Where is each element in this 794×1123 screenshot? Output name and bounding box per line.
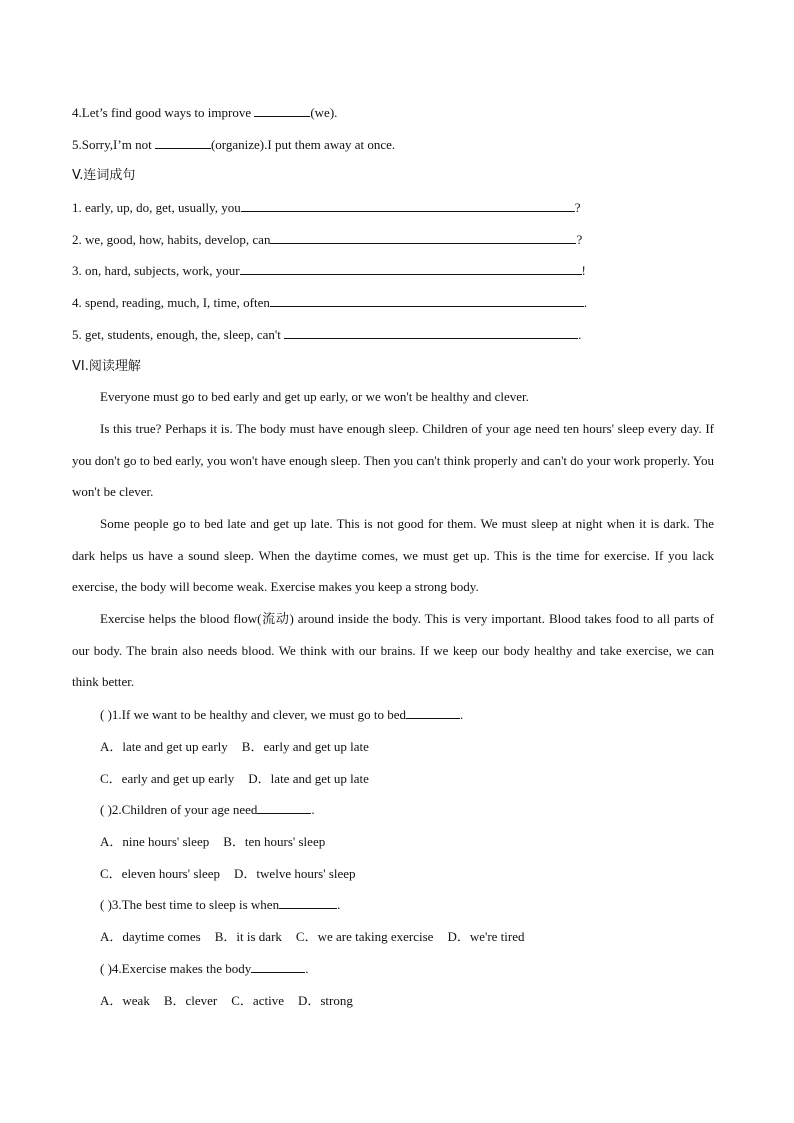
question-1 (100, 706, 463, 724)
word-list: 3. on, hard, subjects, work, your (72, 263, 240, 278)
word-list: 1. early, up, do, get, usually, you (72, 200, 241, 215)
answer-blank[interactable] (284, 326, 578, 339)
sentence-item-3 (72, 262, 586, 280)
sentence-item-1 (72, 199, 581, 217)
option-c[interactable]: C．early and get up early (100, 771, 235, 786)
fill-blank-prompt: 4.Let’s find good ways to improve (72, 105, 255, 120)
question-stem: ( )4.Exercise makes the body (100, 961, 252, 976)
sentence-item-4 (72, 294, 587, 312)
reading-paragraph: Some people go to bed late and get up late. This is not good for them. We must sleep at night when it is dark. The dark helps us have a sound sleep. When the daytime comes, we must get up. This is the time for exercise. If you lack exercise, the body will become weak. Exercise makes you keep a strong body. (72, 516, 714, 595)
end-punctuation: ! (581, 263, 586, 278)
option-b[interactable]: B．clever (163, 993, 218, 1008)
question-2 (100, 801, 315, 819)
section-6-title: VI.阅读理解 (72, 359, 141, 374)
answer-blank[interactable] (155, 136, 211, 149)
option-b[interactable]: B．early and get up late (241, 739, 369, 754)
end-punctuation: ? (574, 200, 581, 215)
word-list: 5. get, students, enough, the, sleep, can't (72, 327, 285, 342)
fill-blank-item-4 (72, 104, 337, 122)
word-list: 2. we, good, how, habits, develop, can (72, 232, 271, 247)
answer-blank[interactable] (406, 706, 460, 719)
answer-blank[interactable] (254, 104, 310, 117)
answer-blank[interactable] (279, 896, 337, 909)
option-d[interactable]: D．late and get up late (248, 771, 369, 786)
reading-paragraph: Everyone must go to bed early and get up early, or we won't be healthy and clever. (100, 389, 529, 404)
option-a[interactable]: A．weak (100, 993, 150, 1008)
fill-blank-item-5 (72, 136, 395, 154)
end-punctuation: . (459, 707, 464, 722)
option-c[interactable]: C．active (231, 993, 284, 1008)
end-punctuation: . (337, 897, 341, 912)
end-punctuation: . (305, 961, 309, 976)
fill-blank-hint: (we). (310, 105, 338, 120)
section-5-title: V.连词成句 (72, 168, 136, 183)
end-punctuation: . (583, 295, 588, 310)
sentence-item-5 (72, 326, 581, 344)
sentence-item-2 (72, 231, 582, 249)
question-1-options-row-1 (100, 738, 383, 756)
question-2-options-row-1 (100, 833, 339, 851)
question-4 (100, 960, 309, 978)
answer-blank[interactable] (251, 960, 305, 973)
fill-blank-hint: (organize).I put them away at once. (210, 137, 396, 152)
fill-blank-prompt: 5.Sorry,I’m not (72, 137, 155, 152)
option-a[interactable]: A．daytime comes (100, 929, 201, 944)
end-punctuation: . (311, 802, 315, 817)
question-stem: ( )2.Children of your age need (100, 802, 258, 817)
option-c[interactable]: C．we are taking exercise (295, 929, 434, 944)
reading-paragraph: Is this true? Perhaps it is. The body must have enough sleep. Children of your age need ten hours' sleep every day. If you don't go to bed early, you won't have enough sleep. Then you can't think properly and can't do your work properly. You won't be clever. (72, 421, 714, 500)
option-b[interactable]: B．it is dark (214, 929, 282, 944)
reading-paragraph: Exercise helps the blood flow(流动) around inside the body. This is very important. Blood takes food to all parts of our body. The brain also needs blood. We think with our brains. If we keep our body healthy and take exercise, we can think better. (72, 611, 714, 690)
question-3-options (100, 928, 539, 946)
answer-blank[interactable] (241, 199, 575, 212)
end-punctuation: . (578, 327, 582, 342)
end-punctuation: ? (576, 232, 583, 247)
option-d[interactable]: D．twelve hours' sleep (234, 866, 356, 881)
option-a[interactable]: A．nine hours' sleep (100, 834, 210, 849)
word-list: 4. spend, reading, much, I, time, often (72, 295, 270, 310)
option-c[interactable]: C．eleven hours' sleep (100, 866, 221, 881)
question-stem: ( )1.If we want to be healthy and clever, we must go to bed (100, 707, 406, 722)
question-2-options-row-2 (100, 865, 370, 883)
option-b[interactable]: B．ten hours' sleep (223, 834, 326, 849)
question-1-options-row-2 (100, 770, 383, 788)
question-4-options (100, 992, 367, 1010)
option-d[interactable]: D．we're tired (447, 929, 525, 944)
question-stem: ( )3.The best time to sleep is when (100, 897, 280, 912)
answer-blank[interactable] (257, 801, 311, 814)
question-3 (100, 896, 340, 914)
option-d[interactable]: D．strong (297, 993, 353, 1008)
option-a[interactable]: A．late and get up early (100, 739, 228, 754)
answer-blank[interactable] (270, 231, 576, 244)
answer-blank[interactable] (240, 262, 582, 275)
answer-blank[interactable] (270, 294, 584, 307)
